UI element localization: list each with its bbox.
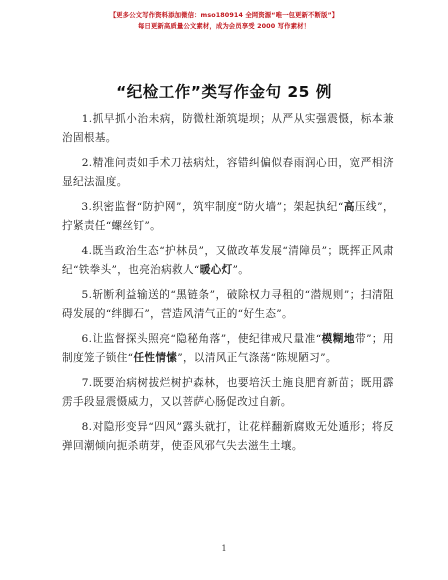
sentence-item (62, 418, 394, 455)
sentence-number: 2. (81, 157, 93, 169)
indent (62, 245, 82, 257)
indent (62, 333, 81, 345)
sentence-text: 对隐形变异“四风”露头就打，让花样翻新腐败无处遁形；将反弹回潮倾向扼杀萌芽，使歪风邪气失去滋生土壤。 (62, 421, 394, 452)
sentence-text: 斩断利益输送的“黑链条”，破除权力寻租的“潜规则”；扫清阻碍发展的“绊脚石”，营造风清气正的“好生态”。 (62, 289, 395, 320)
sentence-number: 4. (81, 245, 93, 257)
sentence-item (62, 154, 394, 191)
promo-banner-line-1: 【更多公文写作资料添加微信：mso180914 全网资源“唯一包更新不断版”】 (109, 11, 339, 19)
sentence-number: 5. (81, 289, 93, 301)
sentence-text: ”。 (232, 263, 250, 276)
sentence-text: 精准问责如手术刀祛病灶，容错纠偏似春雨润心田，宽严相济显纪法温度。 (62, 157, 394, 188)
document-title: “纪检工作”类写作金句 25 例 (116, 83, 332, 101)
sentence-item (62, 198, 394, 235)
sentence-number: 7. (81, 377, 93, 389)
sentence-list (62, 110, 394, 462)
page-number: 1 (221, 544, 227, 553)
sentence-text: 让监督探头照亮“隐秘角落”，使纪律戒尺量准“ (92, 333, 322, 345)
indent (62, 289, 82, 301)
promo-banner-line-2: 每日更新高质量公文素材，成为会员享受 2000 写作素材！ (137, 22, 311, 30)
sentence-text: 既要治病树拔烂树护森林，也要培沃土施良肥育新苗；既用霹雳手段显震慑威力，又以菩萨心肠促改过自新。 (62, 377, 394, 408)
sentence-number: 6. (81, 333, 93, 345)
sentence-number: 3. (81, 201, 93, 213)
emphasized-text: 任性情愫 (133, 351, 178, 364)
indent (62, 157, 82, 169)
indent (62, 201, 81, 213)
sentence-number: 1. (81, 113, 93, 125)
indent (62, 113, 82, 125)
emphasized-text: 模糊地 (321, 333, 356, 345)
promo-banner (0, 10, 448, 32)
sentence-text: 带”；用制度笼子锁住“ (62, 333, 394, 364)
sentence-text: 压线”，拧紧责任“螺丝钉”。 (62, 201, 394, 232)
indent (62, 377, 82, 389)
sentence-text: 既当政治生态“护林员”，又做改革发展“清障员”；既挥正风肃纪“铁拳头”，也亮治病救人“ (62, 245, 395, 276)
sentence-text: ”，以清风正气涤荡“陈规陋习”。 (177, 351, 337, 364)
sentence-item (62, 286, 394, 323)
sentence-item (62, 242, 394, 279)
emphasized-text: 高 (343, 201, 355, 213)
sentence-text: 抓早抓小治未病，防微杜渐筑堤坝；从严从实强震慑，标本兼治固根基。 (62, 113, 394, 144)
sentence-item (62, 110, 394, 147)
emphasized-text: 暖心灯 (199, 263, 233, 276)
sentence-item (62, 330, 394, 367)
sentence-item (62, 374, 394, 411)
sentence-number: 8. (81, 421, 93, 433)
sentence-text: 织密监督“防护网”，筑牢制度“防火墙”；架起执纪“ (92, 201, 344, 213)
indent (62, 421, 82, 433)
